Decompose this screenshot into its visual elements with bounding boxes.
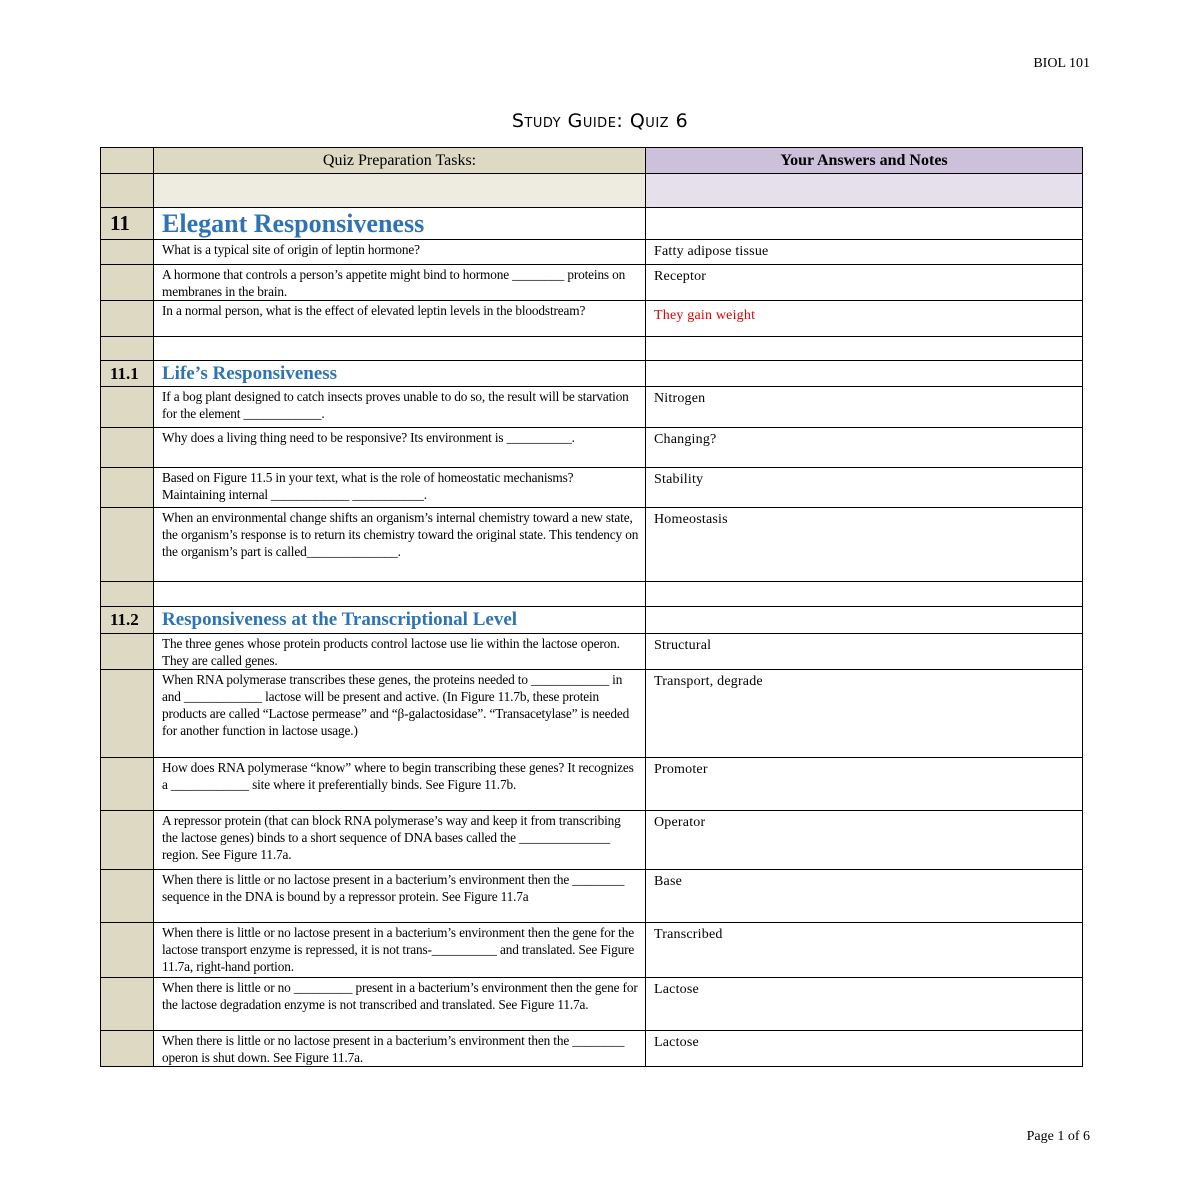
empty-cell [154,337,646,361]
question-row [101,870,1083,923]
question-row [101,301,1083,337]
section-answer-cell [646,361,1083,387]
row-num-cell [101,634,154,670]
row-num-cell [101,240,154,265]
study-guide-table [100,147,1083,1067]
spacer-row [101,582,1083,607]
section-row [101,607,1083,634]
page-number: Page 1 of 6 [1026,1129,1090,1144]
section-row [101,361,1083,387]
question-text: When RNA polymerase transcribes these genes, the proteins needed to ____________ in and ____________ lactose will be present and active. (In Figure 11.7b, these protein products are called “Lactose permease” and “β-galactosidase”. “Transacetylase” is needed for another function in lactose usage.) [154,670,646,758]
question-text: The three genes whose protein products control lactose use lie within the lactose operon. They are called genes. [154,634,646,670]
answer-text[interactable]: Base [646,870,1083,923]
question-row [101,634,1083,670]
question-row [101,670,1083,758]
answer-text[interactable]: Transport, degrade [646,670,1083,758]
question-text: What is a typical site of origin of leptin hormone? [154,240,646,265]
subheader-tasks-cell [154,174,646,208]
question-text: Why does a living thing need to be responsive? Its environment is __________. [154,428,646,468]
spacer-row [101,337,1083,361]
subheader-answers-cell [646,174,1083,208]
section-answer-cell [646,607,1083,634]
column-header-answers: Your Answers and Notes [646,148,1083,174]
row-num-cell [101,301,154,337]
row-num-cell [101,758,154,811]
row-num-cell [101,508,154,582]
row-num-cell [101,387,154,428]
row-num-cell [101,978,154,1031]
row-num-cell [101,670,154,758]
table-subheader-row [101,174,1083,208]
question-row [101,923,1083,978]
row-num-cell [101,582,154,607]
answer-text[interactable]: Lactose [646,978,1083,1031]
row-num-cell [101,265,154,301]
question-row [101,265,1083,301]
row-num-cell [101,811,154,870]
table-header-row [101,148,1083,174]
empty-cell [646,337,1083,361]
answer-text[interactable]: Transcribed [646,923,1083,978]
question-text: When there is little or no lactose present in a bacterium’s environment then the gene for the lactose transport enzyme is repressed, it is not trans-__________ and translated. See Figure 11.7a, right-hand portion. [154,923,646,978]
answer-text[interactable]: Lactose [646,1031,1083,1067]
answer-text[interactable]: Operator [646,811,1083,870]
section-row [101,208,1083,240]
question-row [101,811,1083,870]
question-row [101,428,1083,468]
question-text: A hormone that controls a person’s appetite might bind to hormone ________ proteins on membranes in the brain. [154,265,646,301]
section-title: Life’s Responsiveness [154,361,646,387]
question-row [101,387,1083,428]
answer-text[interactable]: They gain weight [646,301,1083,337]
question-row [101,468,1083,508]
question-text: When an environmental change shifts an organism’s internal chemistry toward a new state, the organism’s response is to return its chemistry toward the original state. This tendency on the organism’s part is called______________. [154,508,646,582]
question-row [101,1031,1083,1067]
section-number: 11 [101,208,154,240]
answer-text[interactable]: Stability [646,468,1083,508]
subheader-num-cell [101,174,154,208]
question-text: A repressor protein (that can block RNA polymerase’s way and keep it from transcribing the lactose genes) binds to a short sequence of DNA bases called the ______________ region. See Figure 11.7a. [154,811,646,870]
header-num-cell [101,148,154,174]
row-num-cell [101,1031,154,1067]
column-header-tasks: Quiz Preparation Tasks: [154,148,646,174]
document-title: Study Guide: Quiz 6 [511,110,689,132]
answer-text[interactable]: Changing? [646,428,1083,468]
section-title: Elegant Responsiveness [154,208,646,240]
row-num-cell [101,337,154,361]
question-text: When there is little or no lactose present in a bacterium’s environment then the ________ operon is shut down. See Figure 11.7a. [154,1031,646,1067]
row-num-cell [101,428,154,468]
row-num-cell [101,468,154,508]
question-text: In a normal person, what is the effect of elevated leptin levels in the bloodstream? [154,301,646,337]
section-answer-cell [646,208,1083,240]
section-number: 11.1 [101,361,154,387]
question-text: How does RNA polymerase “know” where to begin transcribing these genes? It recognizes a ____________ site where it preferentially binds. See Figure 11.7b. [154,758,646,811]
question-text: Based on Figure 11.5 in your text, what is the role of homeostatic mechanisms? Maintaining internal ____________ ___________. [154,468,646,508]
answer-text[interactable]: Receptor [646,265,1083,301]
question-text: When there is little or no lactose present in a bacterium’s environment then the ________ sequence in the DNA is bound by a repressor protein. See Figure 11.7a [154,870,646,923]
answer-text[interactable]: Homeostasis [646,508,1083,582]
answer-text[interactable]: Fatty adipose tissue [646,240,1083,265]
question-text: If a bog plant designed to catch insects proves unable to do so, the result will be starvation for the element ____________. [154,387,646,428]
question-text: When there is little or no _________ present in a bacterium’s environment then the gene for the lactose degradation enzyme is not transcribed and translated. See Figure 11.7a. [154,978,646,1031]
question-row [101,508,1083,582]
answer-text[interactable]: Promoter [646,758,1083,811]
section-title: Responsiveness at the Transcriptional Level [154,607,646,634]
row-num-cell [101,923,154,978]
answer-text[interactable]: Nitrogen [646,387,1083,428]
answer-text[interactable]: Structural [646,634,1083,670]
row-num-cell [101,870,154,923]
question-row [101,758,1083,811]
empty-cell [154,582,646,607]
section-number: 11.2 [101,607,154,634]
empty-cell [646,582,1083,607]
course-code: BIOL 101 [1033,56,1090,71]
question-row [101,240,1083,265]
question-row [101,978,1083,1031]
